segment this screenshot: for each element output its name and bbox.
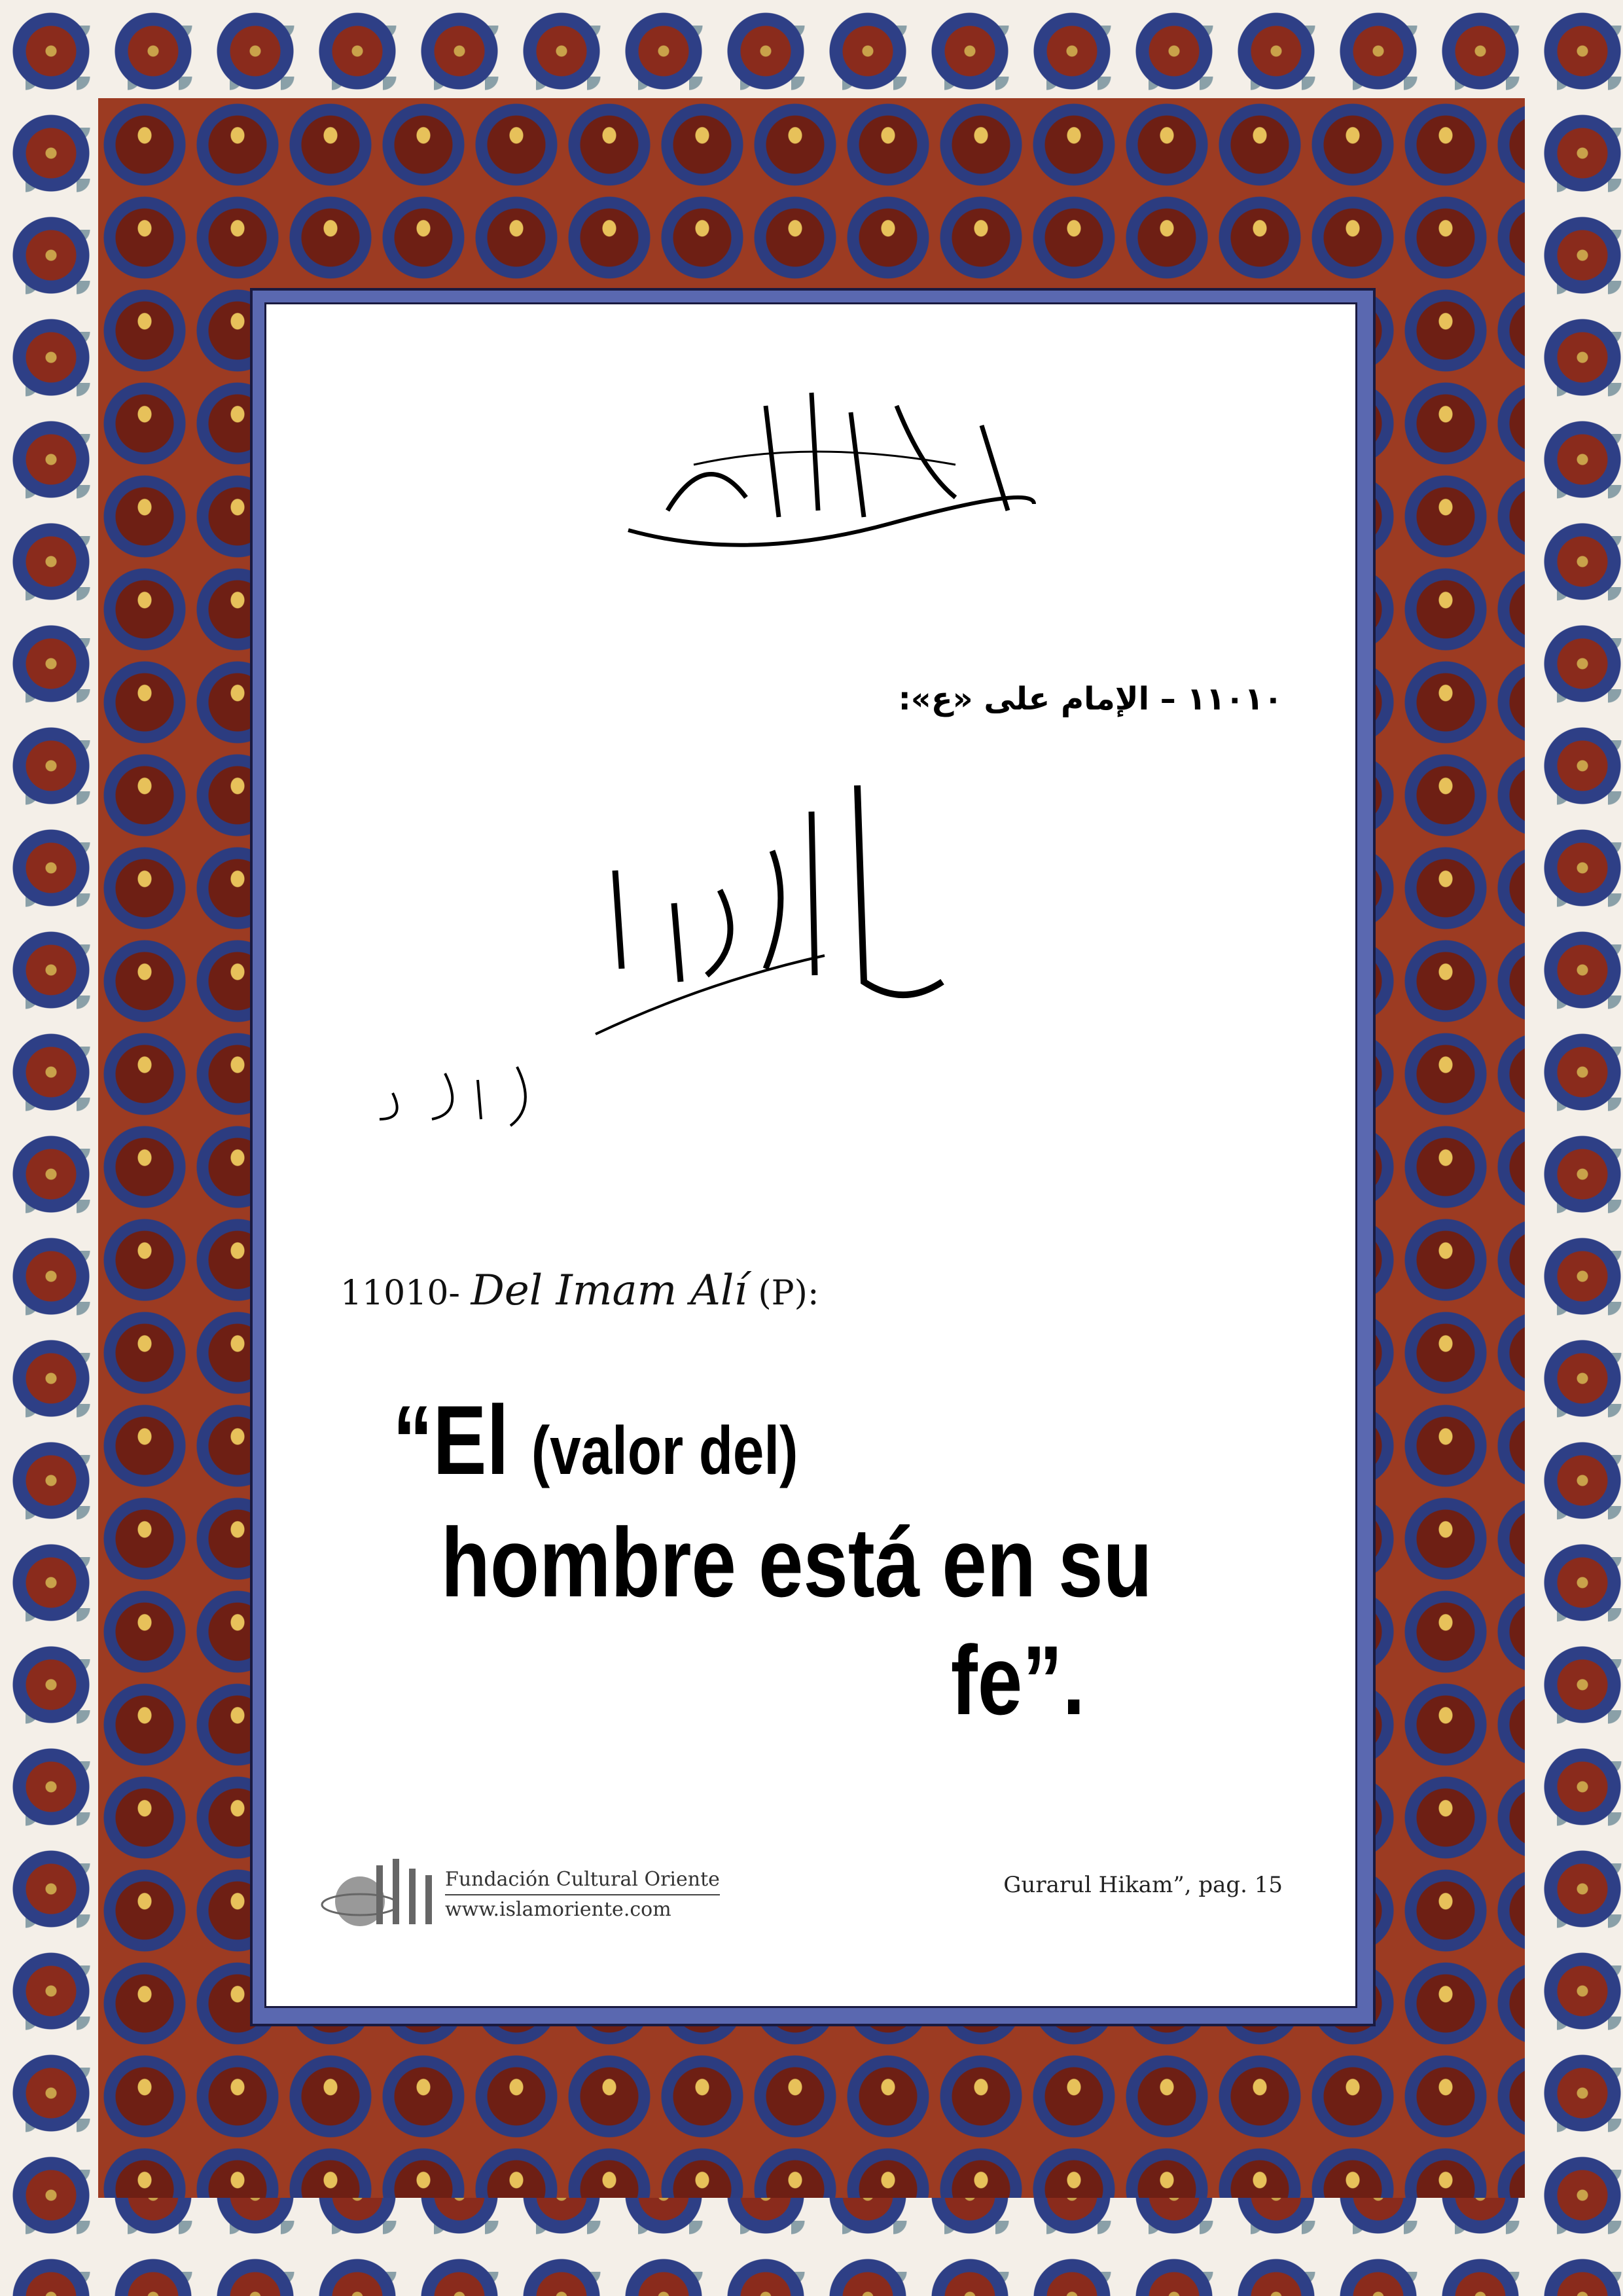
quote-line-1-small: (valor del) bbox=[531, 1413, 798, 1489]
quote-line-2: hombre está en su bbox=[440, 1507, 1152, 1617]
quote-line-1 bbox=[393, 1385, 1090, 1503]
foundation-name: Fundación Cultural Oriente bbox=[445, 1865, 720, 1895]
hadith-calligraphy bbox=[576, 772, 955, 1060]
quote-line-1-big: “El bbox=[393, 1385, 509, 1495]
hadith-honorific: (P): bbox=[758, 1274, 819, 1313]
quote-line-3: fe”. bbox=[950, 1625, 1085, 1735]
hadith-quote bbox=[393, 1385, 1152, 1739]
reference-calligraphy bbox=[366, 1054, 550, 1139]
foundation-website[interactable]: www.islamoriente.com bbox=[445, 1898, 671, 1921]
hadith-attribution: Del Imam Alí bbox=[471, 1266, 747, 1315]
hadith-heading bbox=[340, 1266, 819, 1315]
foundation-branding bbox=[445, 1865, 720, 1924]
source-reference: Gurarul Hikam”, pag. 15 bbox=[1003, 1872, 1283, 1898]
arabic-citation: ١١٠١٠ – الإمام على «ع»: bbox=[898, 681, 1283, 717]
bismillah-calligraphy bbox=[615, 367, 1047, 563]
foundation-logo-icon bbox=[321, 1852, 438, 1937]
hadith-number: 11010- bbox=[340, 1274, 460, 1313]
